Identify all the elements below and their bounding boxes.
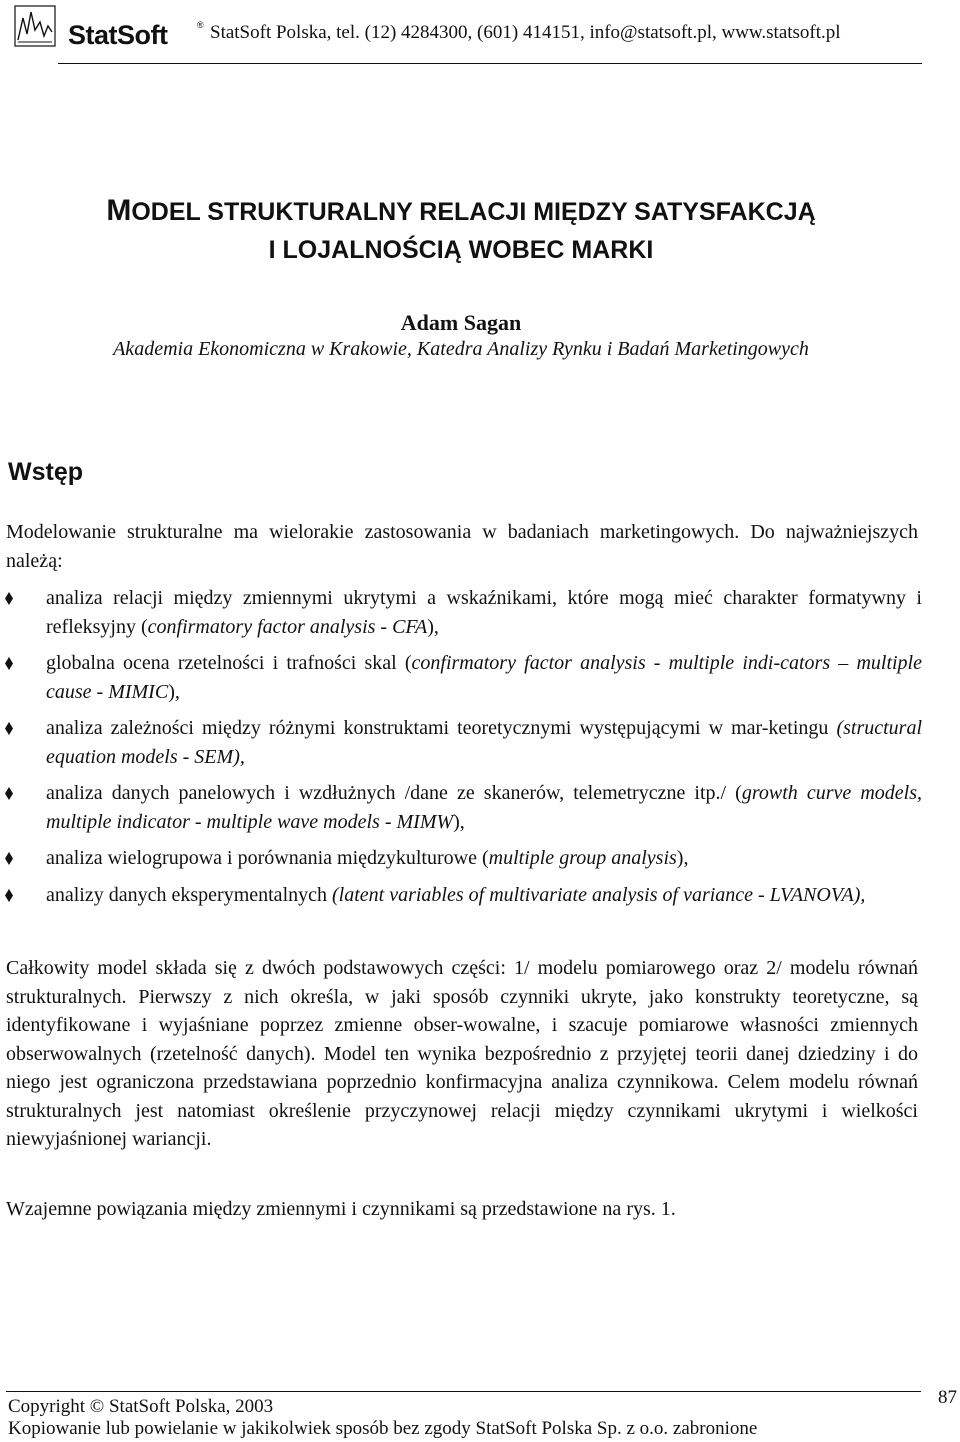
list-item-term: confirmatory factor analysis - multiple indi-cators – multiple cause - MIMIC [46,652,922,703]
list-item-text: analiza danych panelowych i wzdłużnych /dane ze skanerów, telemetryczne itp./ ( [46,782,742,804]
list-item-tail: ), [453,810,465,833]
list-item [0,649,922,706]
title-line-1 [0,194,922,228]
list-item-term: (latent variables of multivariate analysis of variance - LVANOVA), [332,883,866,906]
list-item-text: globalna ocena rzetelności i trafności skal ( [46,652,412,674]
intro-paragraph: Modelowanie strukturalne ma wielorakie zastosowania w badaniach marketingowych. Do najważniejszych należą: [6,521,918,572]
title-line-1-text: ODEL STRUKTURALNY RELACJI MIĘDZY SATYSFAKCJĄ [131,198,816,226]
diamond-bullet-icon [5,787,13,800]
logo-wordmark: StatSoft [68,20,168,50]
footer-notice: Kopiowanie lub powielanie w jakikolwiek sposób bez zgody StatSoft Polska Sp. z o.o. zabronione [8,1418,758,1439]
list-item [0,881,922,910]
list-item-term: growth curve models, multiple indicator - multiple wave models - MIMW [46,782,923,833]
list-item [0,844,922,873]
header-rule [58,63,922,64]
title-line-2: I LOJALNOŚCIĄ WOBEC MARKI [268,236,654,264]
list-item [0,714,922,771]
diamond-bullet-icon [5,889,13,902]
page-header [0,0,922,64]
author-affiliation: Akademia Ekonomiczna w Krakowie, Katedra Analizy Rynku i Badań Marketingowych [113,338,809,360]
footer-copyright: Copyright © StatSoft Polska, 2003 [8,1396,274,1417]
diamond-bullet-icon [5,722,13,735]
list-item-tail: ), [427,615,439,638]
title-initial: M [106,194,132,227]
statsoft-logo-mark-icon [14,4,58,48]
list-item-tail: ), [168,680,180,703]
list-item-term: confirmatory factor analysis - CFA [147,615,428,638]
footer-rule [6,1391,921,1392]
diamond-bullet-icon [5,657,13,670]
list-item-term: multiple group analysis [488,847,677,869]
list-item [0,584,922,641]
page-number: 87 [938,1387,957,1408]
list-item-text: analiza wielogrupowa i porównania międzykulturowe ( [46,847,489,869]
list-item-tail: ), [676,847,689,869]
list-item-text: analizy danych eksperymentalnych [46,883,332,906]
author-name: Adam Sagan [400,310,522,335]
statsoft-logo [14,4,214,48]
list-item-term: (structural equation models - SEM), [46,717,922,768]
closing-paragraph: Wzajemne powiązania między zmiennymi i czynnikami są przedstawione na rys. 1. [6,1198,676,1220]
main-paragraph: Całkowity model składa się z dwóch podstawowych części: 1/ modelu pomiarowego oraz 2/ modelu równań strukturalnych. Pierwszy z nich określa, w jaki sposób czynniki ukryte, jako konstrukty teoretyczne, są identyfikowane i wyjaśniane poprzez zmienne obser-wowalne, i szacuje pomiarowe własności zmiennych obserwowalnych (rzetelność danych). Model ten wynika bezpośrednio z przyjętej teorii danej dziedziny i do niego jest ograniczona przedstawiana poprzednio konfirmacyjna analiza czynnikowa. Celem modelu równań strukturalnych jest natomiast określenie przyczynowej relacji między czynnikami ukrytymi i wielkości niewyjaśnionej wariancji. [6,957,918,1150]
diamond-bullet-icon [5,592,13,605]
list-item-text: analiza relacji między zmiennymi ukrytymi a wskaźnikami, które mogą mieć charakter formatywny i refleksyjny ( [46,587,922,638]
registered-mark: ® [197,20,204,30]
section-heading: Wstęp [8,458,83,486]
diamond-bullet-icon [5,852,13,865]
header-contact: StatSoft Polska, tel. (12) 4284300, (601) 414151, info@statsoft.pl, www.statsoft.pl [210,22,841,43]
application-list [0,584,922,917]
list-item [0,779,922,836]
list-item-text: analiza zależności między różnymi konstruktami teoretycznymi występującymi w mar-ketingu [46,717,837,739]
